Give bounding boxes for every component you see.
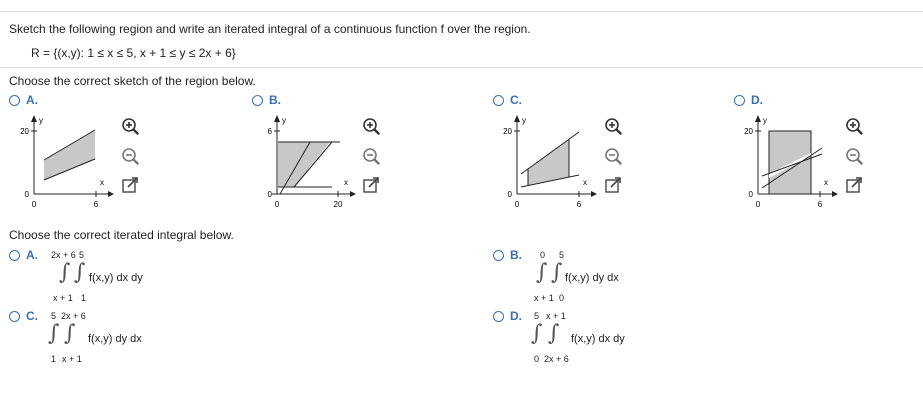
zoom-out-icon[interactable] xyxy=(121,147,139,165)
outer-lower-limit: 0 xyxy=(559,293,565,303)
inner-lower-limit: x + 1 xyxy=(534,293,554,303)
y-tick-label: 20 xyxy=(503,127,512,136)
integral-sign: ∫ xyxy=(74,260,86,285)
radio-integral-c[interactable] xyxy=(9,311,20,322)
x-axis-label: x xyxy=(824,178,828,187)
y-tick-label: 6 xyxy=(267,127,272,136)
shaded-region xyxy=(769,131,811,194)
integral-sign: ∫ xyxy=(64,321,76,346)
popout-icon[interactable] xyxy=(121,176,139,194)
radio-sketch-b[interactable] xyxy=(252,95,263,106)
inner-lower-limit: x + 1 xyxy=(62,354,82,364)
option-letter: A. xyxy=(26,93,38,107)
outer-upper-limit: 5 xyxy=(79,250,85,260)
shaded-region xyxy=(278,142,330,187)
zoom-in-icon[interactable] xyxy=(604,117,622,135)
outer-lower-limit: 1 xyxy=(81,293,87,303)
option-letter: D. xyxy=(510,309,522,323)
sketch-instruction: Choose the correct sketch of the region below. xyxy=(9,74,256,88)
sketch-graph-b xyxy=(252,112,362,217)
x-tick-label: 6 xyxy=(576,200,582,209)
y-axis-label: y xyxy=(39,116,43,125)
option-letter: D. xyxy=(751,93,763,107)
x-axis-label: x xyxy=(100,178,104,187)
integrand: f(x,y) dx dy xyxy=(571,333,625,345)
zoom-in-icon[interactable] xyxy=(121,117,139,135)
inner-lower-limit: x + 1 xyxy=(53,293,73,303)
option-letter: B. xyxy=(510,248,522,262)
popout-icon[interactable] xyxy=(604,176,622,194)
x-tick-label: 6 xyxy=(817,200,823,209)
question-prompt: Sketch the following region and write an iterated integral of a continuous function f over the region. xyxy=(9,22,531,36)
radio-sketch-d[interactable] xyxy=(734,95,745,106)
integral-sign: ∫ xyxy=(48,321,60,346)
y-tick-label: 20 xyxy=(20,127,29,136)
origin-label: 0 xyxy=(24,190,29,199)
x-tick-label: 20 xyxy=(333,200,343,209)
y-tick-label: 20 xyxy=(744,127,753,136)
option-letter: C. xyxy=(510,93,522,107)
radio-integral-b[interactable] xyxy=(493,250,504,261)
radio-sketch-a[interactable] xyxy=(9,95,20,106)
region-definition: R = {(x,y): 1 ≤ x ≤ 5, x + 1 ≤ y ≤ 2x + 6} xyxy=(31,46,236,60)
outer-upper-limit: 5 xyxy=(534,311,540,321)
inner-upper-limit: 2x + 6 xyxy=(51,250,76,260)
outer-upper-limit: 5 xyxy=(51,311,57,321)
option-letter: B. xyxy=(269,93,281,107)
origin-x-label: 0 xyxy=(274,200,280,209)
integrand: f(x,y) dy dx xyxy=(565,272,619,284)
integral-sign: ∫ xyxy=(551,260,563,285)
inner-lower-limit: 2x + 6 xyxy=(544,354,569,364)
integrand: f(x,y) dx dy xyxy=(89,272,143,284)
x-tick-label: 6 xyxy=(93,200,99,209)
popout-icon[interactable] xyxy=(362,176,380,194)
zoom-in-icon[interactable] xyxy=(845,117,863,135)
x-axis-label: x xyxy=(344,178,348,187)
sketch-graph-c xyxy=(493,112,603,217)
origin-label: 0 xyxy=(507,190,512,199)
origin-x-label: 0 xyxy=(31,200,37,209)
sketch-graph-d xyxy=(734,112,844,217)
integral-sign: ∫ xyxy=(536,260,548,285)
outer-lower-limit: 0 xyxy=(534,354,540,364)
radio-sketch-c[interactable] xyxy=(493,95,504,106)
integral-sign: ∫ xyxy=(548,321,560,346)
origin-x-label: 0 xyxy=(755,200,761,209)
integral-sign: ∫ xyxy=(59,260,71,285)
integral-instruction: Choose the correct iterated integral below. xyxy=(9,228,234,242)
y-axis-label: y xyxy=(763,116,767,125)
integrand: f(x,y) dy dx xyxy=(88,333,142,345)
x-axis-label: x xyxy=(583,178,587,187)
popout-icon[interactable] xyxy=(845,176,863,194)
integral-sign: ∫ xyxy=(531,321,543,346)
zoom-in-icon[interactable] xyxy=(362,117,380,135)
option-letter: A. xyxy=(26,248,38,262)
inner-upper-limit: 0 xyxy=(540,250,546,260)
option-letter: C. xyxy=(26,309,38,323)
y-axis-label: y xyxy=(522,116,526,125)
outer-upper-limit: 5 xyxy=(559,250,565,260)
zoom-out-icon[interactable] xyxy=(845,147,863,165)
radio-integral-a[interactable] xyxy=(9,250,20,261)
origin-x-label: 0 xyxy=(514,200,520,209)
inner-upper-limit: x + 1 xyxy=(546,311,566,321)
y-axis-label: y xyxy=(282,116,286,125)
radio-integral-d[interactable] xyxy=(493,311,504,322)
inner-upper-limit: 2x + 6 xyxy=(61,311,86,321)
sketch-graph-a xyxy=(10,112,120,217)
outer-lower-limit: 1 xyxy=(51,354,57,364)
zoom-out-icon[interactable] xyxy=(604,147,622,165)
zoom-out-icon[interactable] xyxy=(362,147,380,165)
origin-label: 0 xyxy=(267,190,272,199)
origin-label: 0 xyxy=(748,190,753,199)
